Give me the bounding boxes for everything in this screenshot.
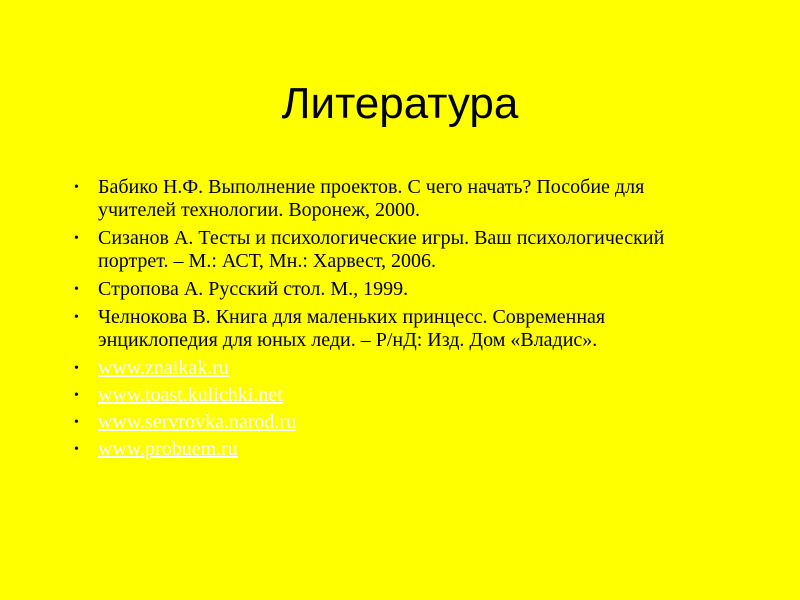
- list-item-link-probuem: [74, 438, 714, 461]
- bullet-icon: •: [74, 310, 79, 325]
- bullet-icon: •: [74, 361, 79, 376]
- list-item-link-znaikak: [74, 357, 714, 380]
- bullet-icon: •: [74, 442, 79, 457]
- bullet-list: [74, 176, 714, 465]
- reference-text: Челнокова В. Книга для маленьких принцесс. Современная энциклопедия для юных леди. – Р/нД: Изд. Дом «Владис».: [98, 306, 606, 351]
- bullet-icon: •: [74, 282, 79, 297]
- bullet-icon: •: [74, 415, 79, 430]
- list-item-sizanov: [74, 227, 714, 273]
- link-toast[interactable]: www.toast.kulichki.net: [98, 384, 283, 406]
- list-item-link-toast: [74, 384, 714, 407]
- list-item-babiko: [74, 176, 714, 222]
- link-probuem[interactable]: www.probuem.ru: [98, 438, 238, 460]
- list-item-link-servrovka: [74, 411, 714, 434]
- reference-text: Бабико Н.Ф. Выполнение проектов. С чего начать? Пособие для учителей технологии. Воронеж, 2000.: [98, 176, 645, 221]
- bullet-icon: •: [74, 388, 79, 403]
- slide-title: Литература: [281, 79, 519, 128]
- link-servrovka[interactable]: www.servrovka.narod.ru: [98, 411, 297, 433]
- reference-text: Сизанов А. Тесты и психологические игры. Ваш психологический портрет. – М.: АСТ, Мн.: Харвест, 2006.: [98, 227, 665, 272]
- reference-text: Стропова А. Русский стол. М., 1999.: [98, 278, 409, 300]
- list-item-stropova: [74, 278, 714, 301]
- bullet-icon: •: [74, 231, 79, 246]
- bullet-icon: •: [74, 180, 79, 195]
- list-item-chelnokova: [74, 306, 714, 352]
- link-znaikak[interactable]: www.znaikak.ru: [98, 357, 229, 379]
